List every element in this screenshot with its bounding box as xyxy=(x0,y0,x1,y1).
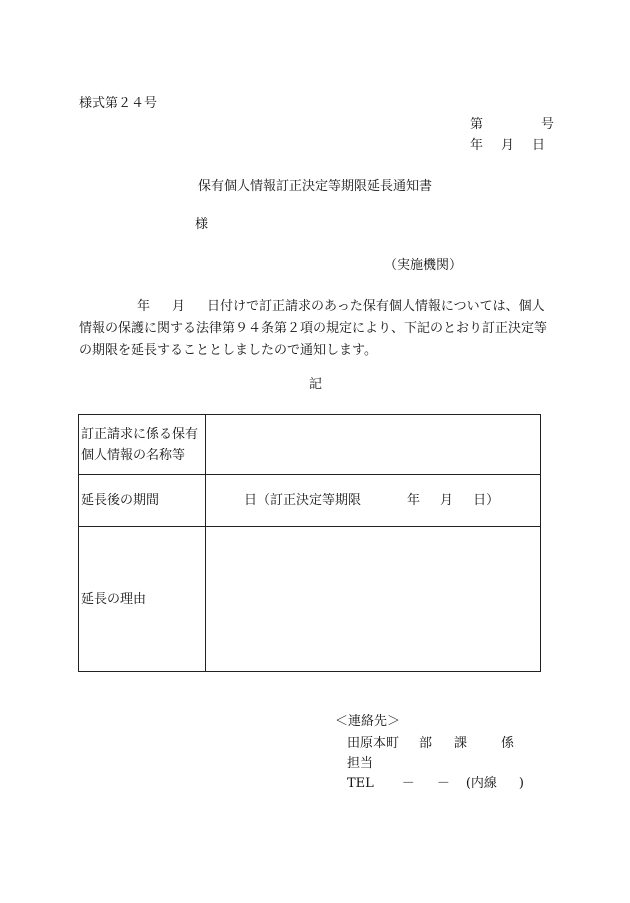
date-year: 年 xyxy=(470,138,484,153)
contact-org: 田原本町 xyxy=(347,736,400,751)
table-row xyxy=(79,527,541,672)
ki-heading: 記 xyxy=(309,377,323,392)
table-row xyxy=(79,475,541,527)
body-year: 年 xyxy=(137,299,151,314)
contact-tel-label: TEL xyxy=(347,776,374,791)
info-name-value xyxy=(206,415,541,475)
body-text xyxy=(79,296,554,362)
extended-period-label: 延長後の期間 xyxy=(79,475,206,527)
detail-table xyxy=(78,414,541,672)
issue-date-line xyxy=(470,139,545,152)
contact-ext-close: ) xyxy=(518,776,524,791)
body-month: 月 xyxy=(172,299,186,314)
contact-dept: 部 xyxy=(419,736,433,751)
contact-department-line xyxy=(347,737,514,750)
extended-period-value xyxy=(206,475,541,527)
body-sentence: 日付けで訂正請求のあった保有個人情報については、個人情報の保護に関する法律第９４条第２項の規定により、下記のとおり訂正決定等の期限を延長することとしましたので通知します。 xyxy=(79,299,548,358)
extension-reason-label: 延長の理由 xyxy=(79,527,206,672)
contact-tel-dash: － xyxy=(436,776,450,791)
contact-unit: 係 xyxy=(501,736,515,751)
addressee-suffix: 様 xyxy=(195,217,209,232)
number-suffix: 号 xyxy=(541,117,555,132)
form-number: 様式第２４号 xyxy=(79,96,158,111)
extension-reason-value xyxy=(206,527,541,672)
contact-tel-line xyxy=(347,777,524,790)
contact-person-line xyxy=(347,757,373,770)
table-row xyxy=(79,415,541,475)
contact-person: 担当 xyxy=(347,756,374,771)
period-deadline-label: （訂正決定等期限 xyxy=(257,493,362,508)
document-number-line xyxy=(470,118,554,131)
contact-section: 課 xyxy=(454,736,468,751)
period-year: 年 xyxy=(407,493,421,508)
agency-label: （実施機関） xyxy=(384,258,463,273)
date-month: 月 xyxy=(501,138,515,153)
contact-heading: ＜連絡先＞ xyxy=(335,714,401,729)
contact-tel-dash: － xyxy=(401,776,415,791)
info-name-label: 訂正請求に係る保有個人情報の名称等 xyxy=(79,415,206,475)
period-day: 日 xyxy=(244,493,258,508)
contact-ext-label: (内線 xyxy=(465,776,497,791)
date-day: 日 xyxy=(532,138,546,153)
period-day-close: 日） xyxy=(473,493,500,508)
document-title: 保有個人情報訂正決定等期限延長通知書 xyxy=(197,179,432,194)
number-prefix: 第 xyxy=(470,117,484,132)
period-month: 月 xyxy=(440,493,454,508)
